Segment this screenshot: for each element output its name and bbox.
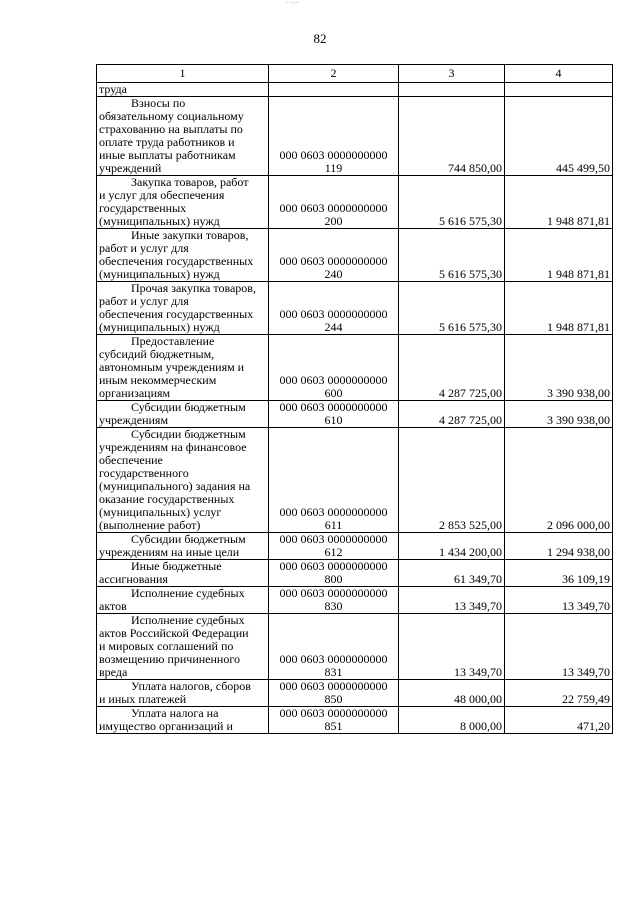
item-name-line: Уплата налогов, сборов bbox=[131, 679, 251, 693]
amount-cell-col3: 5 616 575,30 bbox=[399, 282, 505, 335]
budget-code-cell bbox=[269, 176, 399, 229]
item-name-line: учреждений bbox=[99, 161, 162, 175]
item-name-line: Исполнение судебных bbox=[131, 586, 245, 600]
item-name-line: Иные бюджетные bbox=[131, 559, 222, 573]
item-name-line: актов Российской Федерации bbox=[99, 626, 249, 640]
item-name-cell bbox=[97, 401, 269, 428]
budget-table bbox=[96, 64, 613, 734]
expense-type-code: 831 bbox=[324, 665, 343, 679]
item-name-cell bbox=[97, 428, 269, 533]
amount-cell-col4: 22 759,49 bbox=[505, 680, 613, 707]
item-name-line: (муниципальных) нужд bbox=[99, 267, 220, 281]
table-row bbox=[97, 97, 613, 176]
item-name-line: (муниципальных) услуг bbox=[99, 505, 222, 519]
item-name-cell bbox=[97, 83, 269, 97]
amount-cell-col3: 1 434 200,00 bbox=[399, 533, 505, 560]
amount-cell-col4: 471,20 bbox=[505, 707, 613, 734]
amount-cell-col3: 48 000,00 bbox=[399, 680, 505, 707]
item-name-line: Взносы по bbox=[131, 96, 186, 110]
table-row bbox=[97, 282, 613, 335]
amount-cell-col3: 13 349,70 bbox=[399, 614, 505, 680]
item-name-line: актов bbox=[99, 599, 127, 613]
item-name-line: Субсидии бюджетным bbox=[131, 400, 246, 414]
budget-code-cell bbox=[269, 282, 399, 335]
item-name-line: государственных bbox=[99, 201, 187, 215]
column-header: 1 bbox=[97, 65, 269, 83]
table-row bbox=[97, 83, 613, 97]
item-name-line: иным некоммерческим bbox=[99, 373, 217, 387]
scan-artifact: - --.-- bbox=[286, 0, 299, 6]
item-name-line: и услуг для обеспечения bbox=[99, 188, 225, 202]
amount-cell-col4: 1 948 871,81 bbox=[505, 176, 613, 229]
item-name-line: оплате труда работников и bbox=[99, 135, 235, 149]
budget-code: 000 0603 0000000000 bbox=[279, 505, 388, 519]
budget-code: 000 0603 0000000000 bbox=[279, 400, 388, 414]
expense-type-code: 851 bbox=[324, 719, 343, 733]
item-name-line: обеспечение bbox=[99, 453, 163, 467]
amount-cell-col4: 36 109,19 bbox=[505, 560, 613, 587]
expense-type-code: 850 bbox=[324, 692, 343, 706]
item-name-line: оказание государственных bbox=[99, 492, 235, 506]
amount-cell-col4: 1 294 938,00 bbox=[505, 533, 613, 560]
item-name-line: субсидий бюджетным, bbox=[99, 347, 215, 361]
column-header: 4 bbox=[505, 65, 613, 83]
item-name-cell bbox=[97, 282, 269, 335]
table-row bbox=[97, 428, 613, 533]
table-row bbox=[97, 335, 613, 401]
amount-cell-col3 bbox=[399, 83, 505, 97]
item-name-line: ассигнования bbox=[99, 572, 168, 586]
item-name-cell bbox=[97, 560, 269, 587]
table-row bbox=[97, 587, 613, 614]
expense-type-code: 600 bbox=[324, 386, 343, 400]
item-name-line: работ и услуг для bbox=[99, 241, 189, 255]
amount-cell-col4: 13 349,70 bbox=[505, 614, 613, 680]
item-name-line: Прочая закупка товаров, bbox=[131, 281, 256, 295]
budget-code-cell bbox=[269, 533, 399, 560]
amount-cell-col3: 8 000,00 bbox=[399, 707, 505, 734]
budget-code: 000 0603 0000000000 bbox=[279, 254, 388, 268]
budget-code-cell bbox=[269, 680, 399, 707]
item-name-line: возмещению причиненного bbox=[99, 652, 240, 666]
budget-code-cell bbox=[269, 560, 399, 587]
budget-code: 000 0603 0000000000 bbox=[279, 148, 388, 162]
item-name-cell bbox=[97, 335, 269, 401]
expense-type-code: 119 bbox=[324, 161, 343, 175]
column-header: 2 bbox=[269, 65, 399, 83]
amount-cell-col3: 4 287 725,00 bbox=[399, 335, 505, 401]
budget-code: 000 0603 0000000000 bbox=[279, 679, 388, 693]
amount-cell-col3: 61 349,70 bbox=[399, 560, 505, 587]
item-name-line: работ и услуг для bbox=[99, 294, 189, 308]
item-name-line: имущество организаций и bbox=[99, 719, 233, 733]
item-name-line: Субсидии бюджетным bbox=[131, 532, 246, 546]
expense-type-code: 800 bbox=[324, 572, 343, 586]
item-name-cell bbox=[97, 229, 269, 282]
item-name-line: Субсидии бюджетным bbox=[131, 427, 246, 441]
table-row bbox=[97, 707, 613, 734]
budget-code: 000 0603 0000000000 bbox=[279, 652, 388, 666]
item-name-line: Предоставление bbox=[131, 334, 215, 348]
item-name-line: автономным учреждениям и bbox=[99, 360, 245, 374]
amount-cell-col4: 2 096 000,00 bbox=[505, 428, 613, 533]
item-name-line: вреда bbox=[99, 665, 128, 679]
item-name-line: учреждениям на финансовое bbox=[99, 440, 247, 454]
item-name-cell bbox=[97, 176, 269, 229]
expense-type-code: 611 bbox=[324, 518, 343, 532]
item-name-cell bbox=[97, 707, 269, 734]
expense-type-code: 200 bbox=[324, 214, 343, 228]
item-name-line: Закупка товаров, работ bbox=[131, 175, 249, 189]
item-name-line: (муниципальных) нужд bbox=[99, 214, 220, 228]
budget-code-cell bbox=[269, 229, 399, 282]
column-header: 3 bbox=[399, 65, 505, 83]
item-name-line: (выполнение работ) bbox=[99, 518, 201, 532]
expense-type-code: 240 bbox=[324, 267, 343, 281]
item-name-line: труда bbox=[99, 82, 127, 96]
budget-code: 000 0603 0000000000 bbox=[279, 559, 388, 573]
item-name-line: и мировых соглашений по bbox=[99, 639, 234, 653]
budget-code: 000 0603 0000000000 bbox=[279, 307, 388, 321]
item-name-line: (муниципальных) нужд bbox=[99, 320, 220, 334]
amount-cell-col3: 13 349,70 bbox=[399, 587, 505, 614]
budget-code-cell bbox=[269, 707, 399, 734]
item-name-cell bbox=[97, 614, 269, 680]
budget-code-cell bbox=[269, 83, 399, 97]
item-name-line: организациям bbox=[99, 386, 171, 400]
amount-cell-col3: 5 616 575,30 bbox=[399, 176, 505, 229]
header-row bbox=[97, 65, 613, 83]
budget-code-cell bbox=[269, 587, 399, 614]
amount-cell-col4: 13 349,70 bbox=[505, 587, 613, 614]
item-name-line: и иных платежей bbox=[99, 692, 187, 706]
amount-cell-col3: 2 853 525,00 bbox=[399, 428, 505, 533]
expense-type-code: 830 bbox=[324, 599, 343, 613]
item-name-cell bbox=[97, 680, 269, 707]
amount-cell-col4: 3 390 938,00 bbox=[505, 401, 613, 428]
budget-code: 000 0603 0000000000 bbox=[279, 201, 388, 215]
amount-cell-col4: 445 499,50 bbox=[505, 97, 613, 176]
item-name-line: обеспечения государственных bbox=[99, 254, 254, 268]
page-number: 82 bbox=[313, 31, 327, 46]
amount-cell-col4: 1 948 871,81 bbox=[505, 282, 613, 335]
item-name-line: учреждениям bbox=[99, 413, 169, 427]
table-row bbox=[97, 680, 613, 707]
item-name-line: обеспечения государственных bbox=[99, 307, 254, 321]
item-name-line: страхованию на выплаты по bbox=[99, 122, 243, 136]
amount-cell-col3: 744 850,00 bbox=[399, 97, 505, 176]
table-row bbox=[97, 401, 613, 428]
amount-cell-col3: 4 287 725,00 bbox=[399, 401, 505, 428]
amount-cell-col4: 3 390 938,00 bbox=[505, 335, 613, 401]
item-name-line: Уплата налога на bbox=[131, 706, 219, 720]
expense-type-code: 244 bbox=[324, 320, 343, 334]
budget-code-cell bbox=[269, 428, 399, 533]
item-name-line: Исполнение судебных bbox=[131, 613, 245, 627]
table-row bbox=[97, 614, 613, 680]
budget-code: 000 0603 0000000000 bbox=[279, 706, 388, 720]
item-name-line: государственного bbox=[99, 466, 189, 480]
budget-code: 000 0603 0000000000 bbox=[279, 532, 388, 546]
budget-code-cell bbox=[269, 97, 399, 176]
amount-cell-col3: 5 616 575,30 bbox=[399, 229, 505, 282]
budget-code: 000 0603 0000000000 bbox=[279, 373, 388, 387]
item-name-line: (муниципального) задания на bbox=[99, 479, 251, 493]
budget-code: 000 0603 0000000000 bbox=[279, 586, 388, 600]
item-name-line: иные выплаты работникам bbox=[99, 148, 236, 162]
budget-code-cell bbox=[269, 335, 399, 401]
expense-type-code: 610 bbox=[324, 413, 343, 427]
amount-cell-col4 bbox=[505, 83, 613, 97]
item-name-cell bbox=[97, 97, 269, 176]
expense-type-code: 612 bbox=[324, 545, 343, 559]
amount-cell-col4: 1 948 871,81 bbox=[505, 229, 613, 282]
budget-code-cell bbox=[269, 401, 399, 428]
budget-code-cell bbox=[269, 614, 399, 680]
item-name-line: Иные закупки товаров, bbox=[131, 228, 249, 242]
table-row bbox=[97, 560, 613, 587]
table-row bbox=[97, 533, 613, 560]
item-name-line: учреждениям на иные цели bbox=[99, 545, 240, 559]
table-row bbox=[97, 229, 613, 282]
item-name-cell bbox=[97, 587, 269, 614]
item-name-line: обязательному социальному bbox=[99, 109, 244, 123]
table-row bbox=[97, 176, 613, 229]
item-name-cell bbox=[97, 533, 269, 560]
